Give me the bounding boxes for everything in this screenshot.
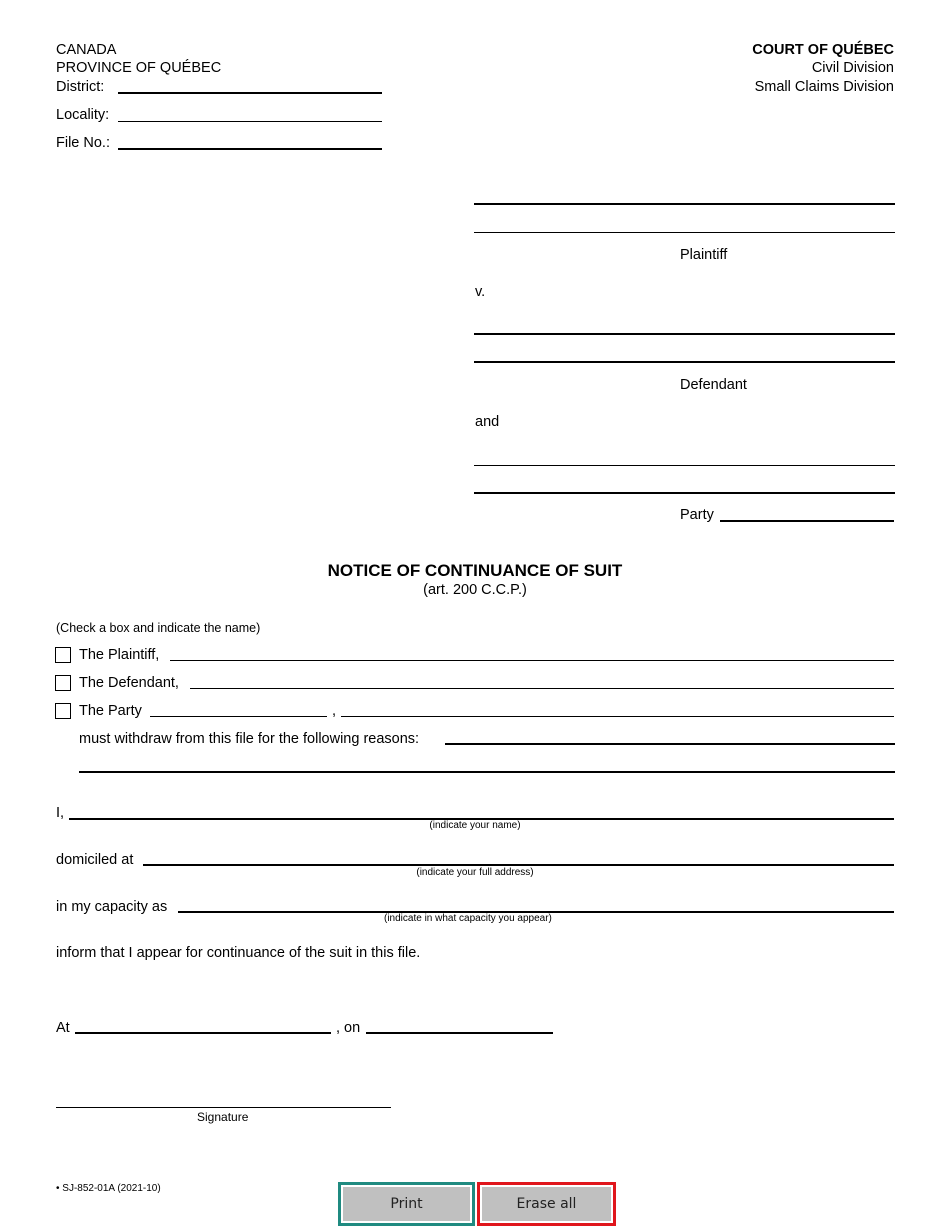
party-checkbox[interactable]	[55, 703, 71, 719]
address-field[interactable]	[143, 864, 894, 866]
plaintiff-field-2[interactable]	[474, 232, 895, 233]
locality-label: Locality:	[56, 107, 110, 123]
party-field-3[interactable]	[720, 520, 894, 522]
versus-label: v.	[475, 284, 486, 300]
plaintiff-checkbox[interactable]	[55, 647, 71, 663]
capacity-hint: (indicate in what capacity you appear)	[384, 913, 552, 924]
district-label: District:	[56, 79, 105, 95]
at-label: At	[56, 1020, 70, 1036]
print-button[interactable]: Print	[338, 1182, 475, 1226]
plaintiff-field-1[interactable]	[474, 203, 895, 205]
erase-all-button[interactable]: Erase all	[477, 1182, 616, 1226]
reasons-field-2[interactable]	[79, 771, 895, 773]
subdivision-label: Small Claims Division	[754, 79, 894, 95]
inform-text: inform that I appear for continuance of the suit in this file.	[56, 945, 421, 961]
plaintiff-checkbox-label: The Plaintiff,	[79, 647, 160, 663]
country-label: CANADA	[56, 42, 117, 58]
party-field-1[interactable]	[474, 465, 895, 466]
signature-field[interactable]	[56, 1107, 391, 1108]
instruction-text: (Check a box and indicate the name)	[56, 621, 261, 635]
defendant-field-2[interactable]	[474, 361, 895, 363]
form-code: • SJ-852-01A (2021-10)	[56, 1183, 161, 1194]
district-field[interactable]	[118, 92, 382, 94]
i-label: I,	[56, 805, 65, 821]
comma-separator: ,	[332, 703, 337, 719]
domiciled-label: domiciled at	[56, 852, 134, 868]
court-name: COURT OF QUÉBEC	[752, 42, 894, 58]
form-subtitle: (art. 200 C.C.P.)	[423, 582, 527, 598]
party-field-2[interactable]	[474, 492, 895, 494]
form-title: NOTICE OF CONTINUANCE OF SUIT	[327, 561, 623, 580]
file-number-label: File No.:	[56, 135, 110, 151]
place-field[interactable]	[75, 1032, 331, 1034]
province-label: PROVINCE OF QUÉBEC	[56, 60, 222, 76]
defendant-field-1[interactable]	[474, 333, 895, 335]
capacity-label: in my capacity as	[56, 899, 168, 915]
party-label: Party	[680, 507, 714, 523]
defendant-checkbox-label: The Defendant,	[79, 675, 179, 691]
party-name-field[interactable]	[341, 716, 894, 717]
division-label: Civil Division	[811, 60, 894, 76]
party-type-field[interactable]	[150, 716, 327, 717]
name-hint: (indicate your name)	[429, 820, 521, 831]
party-checkbox-label: The Party	[79, 703, 142, 719]
on-label: , on	[336, 1020, 361, 1036]
file-number-field[interactable]	[118, 148, 382, 150]
plaintiff-label: Plaintiff	[680, 247, 728, 263]
and-label: and	[475, 414, 500, 430]
locality-field[interactable]	[118, 121, 382, 122]
signature-label: Signature	[197, 1110, 249, 1124]
plaintiff-name-field[interactable]	[170, 660, 894, 661]
defendant-checkbox[interactable]	[55, 675, 71, 691]
address-hint: (indicate your full address)	[416, 867, 534, 878]
defendant-name-field[interactable]	[190, 688, 894, 689]
withdraw-text: must withdraw from this file for the following reasons:	[79, 731, 420, 747]
date-field[interactable]	[366, 1032, 553, 1034]
reasons-field-1[interactable]	[445, 743, 895, 745]
defendant-label: Defendant	[680, 377, 747, 393]
